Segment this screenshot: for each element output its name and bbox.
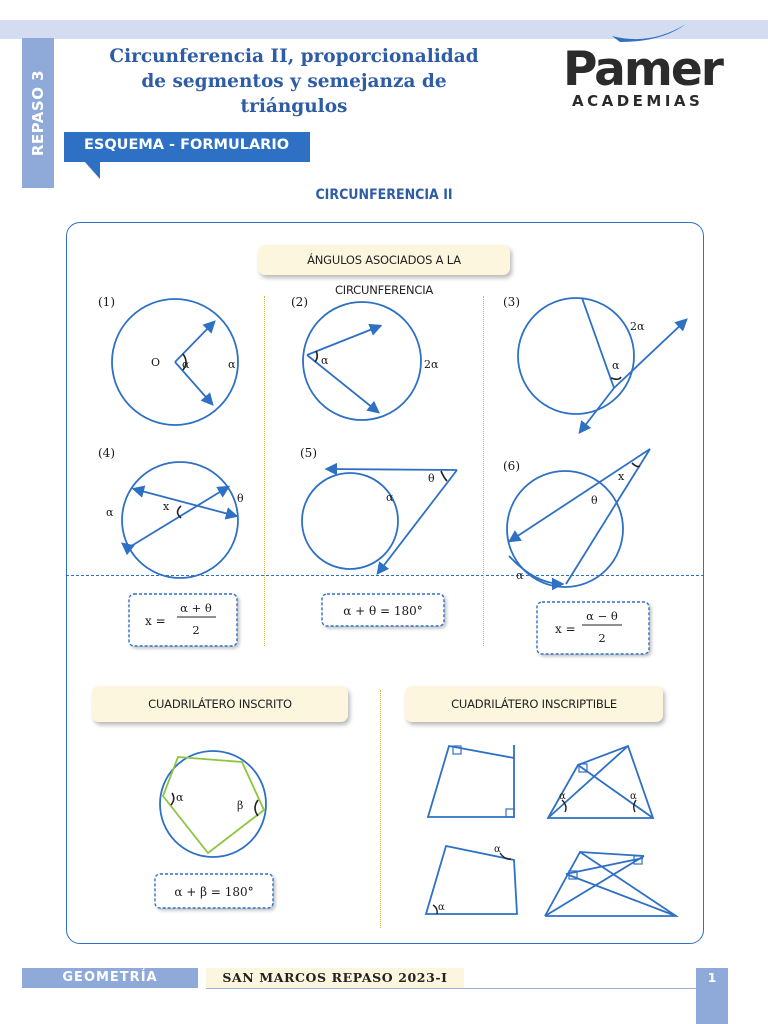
formula-f4-den: 2 [192, 623, 200, 637]
side-tab-label: REPASO 3 [29, 69, 47, 157]
inscriptible-alpha-4: α [494, 844, 501, 855]
figure-inscrito [160, 751, 266, 857]
fig6-num: (6) [503, 459, 520, 473]
inscrito-alpha: α [176, 791, 184, 804]
fig1-center: O [151, 356, 161, 369]
fig2-angle: α [321, 354, 329, 367]
fig4-right-arc: θ [237, 492, 244, 505]
page-number: 1 [696, 968, 728, 988]
fig3-num: (3) [503, 295, 520, 309]
pill-cuadrilatero-inscrito: CUADRILÁTERO INSCRITO [92, 686, 348, 722]
inscriptible-alpha-1: α [559, 791, 566, 802]
fig3-angle: α [612, 359, 620, 372]
fig3-arc: 2α [630, 320, 645, 333]
section-subtitle: CIRCUNFERENCIA II [315, 187, 453, 203]
fig5-num: (5) [300, 446, 317, 460]
title-line-2: de segmentos y semejanza de [141, 71, 447, 92]
formula-f4-num: α + θ [180, 601, 212, 615]
title-line-3: triángulos [240, 96, 348, 117]
figure-3 [518, 298, 686, 432]
footer-exam: SAN MARCOS REPASO 2023-I [206, 968, 464, 988]
section-label: ESQUEMA - FORMULARIO [64, 132, 310, 162]
fig1-angle: α [182, 358, 190, 371]
fig2-arc: 2α [424, 358, 439, 371]
fig4-left-arc: α [106, 506, 114, 519]
logo-sub: ACADEMIAS [572, 92, 704, 110]
fig6-alpha: α [516, 569, 524, 582]
fig6-x: x [618, 470, 625, 483]
figure-6 [507, 449, 650, 587]
inscrito-beta: β [237, 799, 244, 812]
footer-rule [206, 988, 696, 989]
formula-inscrito: α + β = 180° [174, 885, 254, 899]
fig4-x: x [163, 500, 170, 513]
fig1-arc: α [228, 358, 236, 371]
formula-f6-lhs: x = [555, 622, 576, 636]
figure-1 [112, 299, 238, 425]
pill-angulos: ÁNGULOS ASOCIADOS A LA CIRCUNFERENCIA [258, 245, 510, 275]
formula-f4-lhs: x = [145, 614, 166, 628]
formula-f6-den: 2 [598, 631, 606, 645]
fig5-alpha: α [386, 491, 394, 504]
formula-f6-num: α − θ [586, 609, 618, 623]
footer-subject: GEOMETRÍA [22, 968, 198, 988]
fig6-theta: θ [591, 494, 598, 507]
footer-tab [696, 988, 728, 1024]
figure-inscriptible [426, 745, 676, 916]
inscriptible-alpha-2: α [630, 791, 637, 802]
inscriptible-alpha-3: α [438, 902, 445, 913]
fig2-num: (2) [291, 295, 308, 309]
logo-word: Pamer [563, 42, 722, 97]
fig5-theta: θ [428, 472, 435, 485]
pill-cuadrilatero-inscriptible: CUADRILÁTERO INSCRIPTIBLE [405, 686, 663, 722]
title-line-1: Circunferencia II, proporcionalidad [109, 46, 479, 67]
figure-4 [122, 462, 238, 578]
formula-f5: α + θ = 180° [343, 604, 423, 618]
fig1-num: (1) [98, 295, 115, 309]
fig4-num: (4) [98, 446, 115, 460]
